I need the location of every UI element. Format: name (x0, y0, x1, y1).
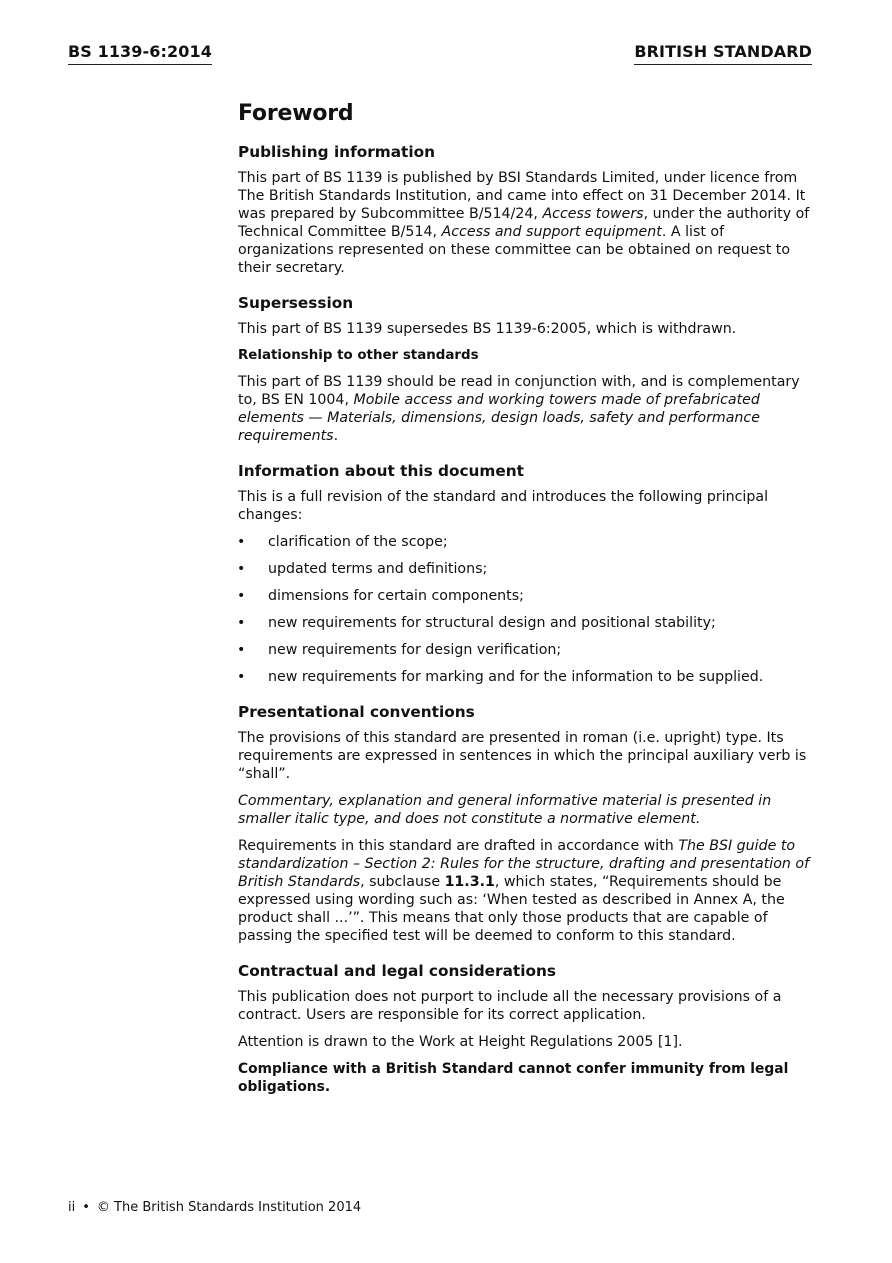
text-run: This part of BS 1139 is published by BSI Standards Limited, under licence from The British Standards Institution, and came into effect on 31 December 2014. It was prepared by Subcommittee B/514/24, (238, 170, 806, 222)
list-item-text: updated terms and definitions; (268, 561, 488, 577)
list-item (238, 614, 818, 632)
list-item (238, 641, 818, 659)
list-item (238, 668, 818, 686)
paragraph-compliance: Compliance with a British Standard cannot confer immunity from legal obligations. (238, 1061, 789, 1095)
bullet-icon: • (237, 534, 246, 550)
text-run: Requirements in this standard are drafted in accordance with (238, 838, 679, 854)
italic-run: The BSI guide to standardization – Section 2: Rules for the structure, drafting and presentation of British Standards (238, 838, 810, 890)
paragraph-presentational-2: Commentary, explanation and general informative material is presented in smaller italic type, and does not constitute a normative element. (238, 793, 772, 827)
list-item-text: clarification of the scope; (268, 534, 448, 550)
heading-presentational: Presentational conventions (238, 703, 475, 721)
list-item-text: dimensions for certain components; (268, 588, 524, 604)
bullet-icon: • (237, 615, 246, 631)
bullet-icon: • (237, 561, 246, 577)
bullet-icon: • (237, 669, 246, 685)
text-run: , which states, “Requirements should be expressed using wording such as: ‘When tested as described in Annex A, the product shall ...’”. This means that only those products that are capable of passing the specified test will be deemed to conform to this standard. (238, 874, 785, 944)
bullet-icon: • (237, 642, 246, 658)
header-publisher: BRITISH STANDARD (634, 42, 812, 65)
list-item-text: new requirements for structural design and positional stability; (268, 615, 716, 631)
list-item-text: new requirements for design verification; (268, 642, 562, 658)
heading-publishing-information: Publishing information (238, 143, 435, 161)
text-run: , subclause (360, 874, 445, 890)
list-item-text: new requirements for marking and for the information to be supplied. (268, 669, 764, 685)
italic-run: Access towers (542, 206, 644, 222)
paragraph-relationship (238, 373, 818, 445)
text-run: This part of BS 1139 should be read in conjunction with, and is complementary to, BS EN 1004, (238, 374, 800, 408)
paragraph-publishing (238, 169, 818, 277)
page-footer (68, 1200, 361, 1216)
text-run: . A list of organizations represented on these committee can be obtained on request to their secretary. (238, 224, 791, 276)
paragraph-supersession: This part of BS 1139 supersedes BS 1139-6:2005, which is withdrawn. (238, 321, 737, 337)
text-run: . (333, 428, 339, 444)
list-item (238, 587, 818, 605)
heading-relationship: Relationship to other standards (238, 348, 479, 363)
header-document-id: BS 1139-6:2014 (68, 42, 212, 65)
italic-run: Access and support equipment (441, 224, 662, 240)
copyright-text: © The British Standards Institution 2014 (96, 1200, 362, 1215)
changes-list (238, 533, 818, 686)
paragraph-presentational-3 (238, 837, 818, 945)
page-number: ii (68, 1200, 76, 1215)
page-title: Foreword (238, 101, 354, 126)
paragraph-presentational-1: The provisions of this standard are presented in roman (i.e. upright) type. Its requirements are expressed in sentences in which the principal auxiliary verb is “shall”. (238, 730, 807, 782)
bullet-icon: • (237, 588, 246, 604)
italic-run: Mobile access and working towers made of prefabricated elements — Materials, dimensions, design loads, safety and performance requirements (238, 392, 760, 444)
text-run: , under the authority of Technical Committee B/514, (238, 206, 810, 240)
paragraph-contractual-2: Attention is drawn to the Work at Height Regulations 2005 [1]. (238, 1034, 683, 1050)
list-item (238, 533, 818, 551)
heading-contractual: Contractual and legal considerations (238, 962, 556, 980)
bold-run: 11.3.1 (444, 874, 495, 890)
footer-separator: • (82, 1200, 90, 1215)
heading-supersession: Supersession (238, 294, 354, 312)
paragraph-information-intro: This is a full revision of the standard and introduces the following principal changes: (238, 489, 769, 523)
heading-information: Information about this document (238, 462, 524, 480)
foreword-content (238, 100, 818, 1105)
list-item (238, 560, 818, 578)
paragraph-contractual-1: This publication does not purport to include all the necessary provisions of a contract. Users are responsible for its correct application. (238, 989, 782, 1023)
